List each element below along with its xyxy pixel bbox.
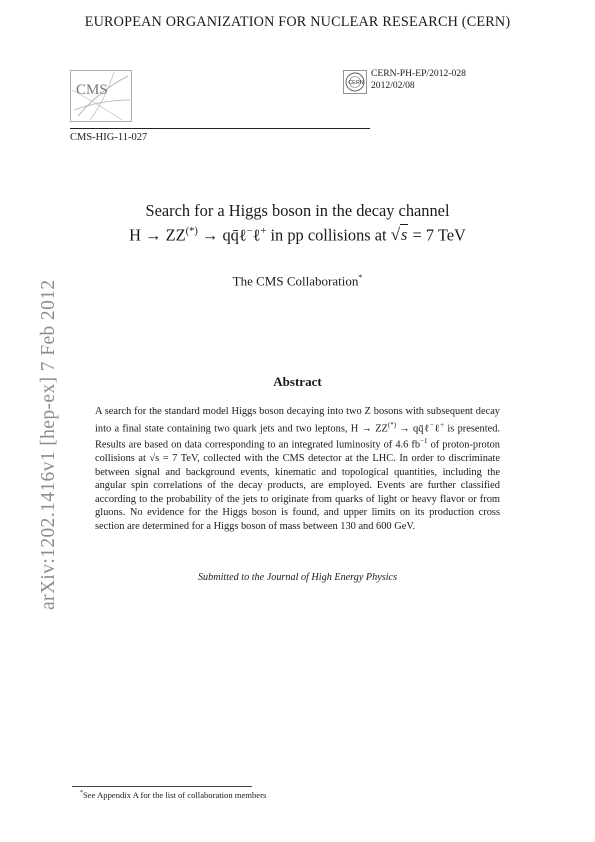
sqrt-symbol: √s [390,225,408,245]
title-line-1: Search for a Higgs boson in the decay channel [145,201,450,220]
title-line-2: H → ZZ(*) → qq̄ℓ−ℓ+ in pp collisions at √s = 7 TeV [129,225,466,245]
author-name: The CMS Collaboration [232,273,359,289]
submission-note: Submitted to the Journal of High Energy Physics [197,572,398,583]
footnote-marker: * [80,790,83,797]
cms-logo-icon [70,70,132,122]
arxiv-stamp: arXiv:1202.1416v1 [hep-ex] 7 Feb 2012 [38,279,59,610]
paper-title [60,200,535,245]
footnote-rule [72,786,252,787]
author-footnote-marker: * [358,273,363,282]
abstract-body: A search for the standard model Higgs boson decaying into two Z bosons with subsequent decay into a final state containing two quark jets and two leptons, H → ZZ(*) → qq̄ℓ−ℓ+ is presented. Results are based on data corresponding to an integrated luminosity of 4.6 $fb^{-1}$ of proton-proton collisions at √s = 7 TeV, collected with the CMS detector at the LHC. In order to discriminate between signal and background events, kinematic and topological quantities, including the angular spin correlations of the decay products, are employed. Events are further classified according to the probability of the jets to originate from quarks of light or heavy flavor or from gluons. No evidence for the Higgs boson is found, and upper limits on its production cross section are determined for a Higgs boson of mass between 130 and 600 GeV. [95,406,501,532]
cern-logo-text: CERN [348,80,364,86]
report-date: 2012/02/08 [371,80,415,91]
organization-header: EUROPEAN ORGANIZATION FOR NUCLEAR RESEARCH (CERN) [84,14,511,30]
header-rule [70,128,370,129]
footnote-text: See Appendix A for the list of collaboration members [83,790,267,800]
cern-ids [371,68,466,92]
cms-logo-text: CMS [76,82,108,98]
cern-report-id: CERN-PH-EP/2012-028 [371,68,466,79]
authors [0,273,595,289]
cms-report-id: CMS-HIG-11-027 [70,132,148,143]
footnote [80,790,266,800]
cern-logo-icon [343,70,367,94]
abstract-heading: Abstract [273,374,322,389]
